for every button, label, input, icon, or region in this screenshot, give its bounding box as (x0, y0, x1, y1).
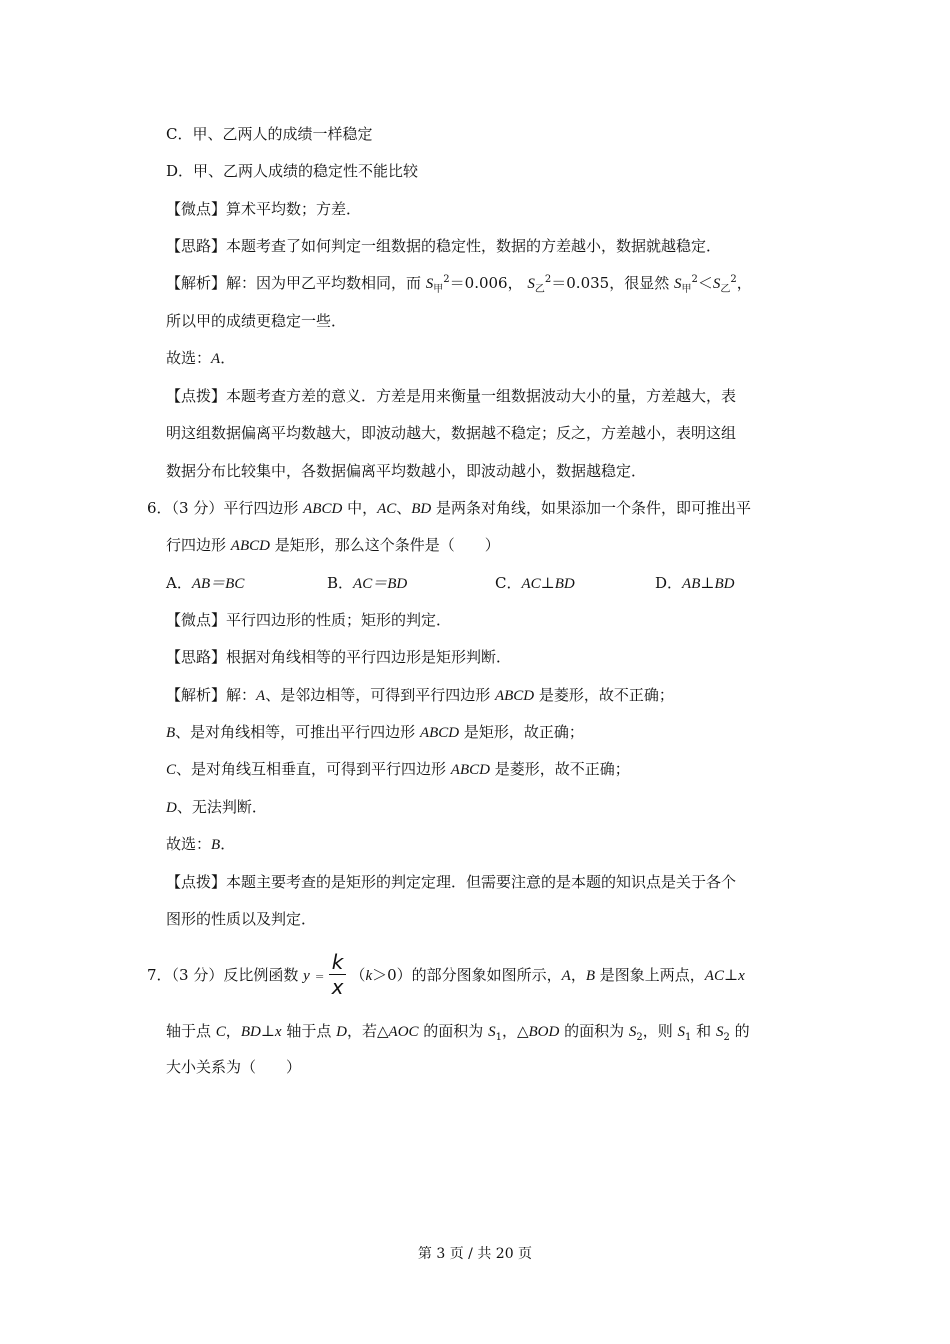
q6-stem-line2: 行四边形 ABCD 是矩形，那么这个条件是（ ） (166, 536, 500, 554)
page-footer: 第 3 页 / 共 20 页 (417, 1246, 533, 1262)
q5-weidian: 【微点】算术平均数；方差． (166, 200, 362, 218)
q6-dianbo-line2: 图形的性质以及判定． (166, 910, 317, 928)
q7-stem-line2: 轴于点 C，BD⊥x 轴于点 D，若△AOC 的面积为 $S_1$，△BOD 的面积为 $S_2$，则 $S_1$ 和 $S_2$ 的 (166, 1022, 750, 1043)
q6-stem-line1: 6．（3 分）平行四边形 ABCD 中，AC、BD 是两条对角线，如果添加一个条件，即可推出平 (147, 499, 752, 517)
q6-jiexi-line4: D、无法判断． (166, 798, 267, 816)
q7-stem-line1: 7．（3 分）反比例函数 y ＝ $\frac{k}{x}$ （k＞0）的部分图象如图所示，A，B 是图象上两点，AC⊥x (147, 949, 745, 999)
q7-stem-line3: 大小关系为（ ） (166, 1058, 302, 1076)
q5-dianbo-line3: 数据分布比较集中，各数据偏离平均数越小，即波动越小，数据越稳定． (166, 462, 647, 480)
q6-answer: 故选：B． (166, 835, 236, 853)
q5-dianbo-line2: 明这组数据偏离平均数越大，即波动越大，数据越不稳定；反之，方差越小，表明这组 (166, 424, 737, 442)
q5-jiexi-line1: 【解析】解：因为甲乙平均数相同，而 $S_甲^2=0.006$， $S_乙^2=0.035$，很显然 $S_甲^2<S_乙^2$， (166, 274, 752, 295)
q6-option-d: D．AB⊥BD (655, 574, 735, 592)
q5-jiexi-line2: 所以甲的成绩更稳定一些． (166, 312, 347, 330)
q7-fraction: $\frac{k}{x}$ (329, 950, 347, 999)
q6-option-a: A．AB＝BC (166, 574, 245, 592)
q6-option-c: C．AC⊥BD (495, 574, 575, 592)
q5-dianbo-line1: 【点拨】本题考查方差的意义．方差是用来衡量一组数据波动大小的量，方差越大，表 (166, 387, 737, 405)
q6-jiexi-line2: B、是对角线相等，可推出平行四边形 ABCD 是矩形，故正确； (166, 723, 584, 741)
q6-option-b: B．AC＝BD (327, 574, 408, 592)
q5-option-c: C．甲、乙两人的成绩一样稳定 (166, 125, 373, 143)
q5-answer: 故选：A． (166, 349, 236, 367)
q6-dianbo-line1: 【点拨】本题主要考查的是矩形的判定定理．但需要注意的是本题的知识点是关于各个 (166, 873, 737, 891)
q5-option-d: D．甲、乙两人成绩的稳定性不能比较 (166, 162, 419, 180)
q6-jiexi-line1: 【解析】解：A、是邻边相等，可得到平行四边形 ABCD 是菱形，故不正确； (166, 686, 674, 704)
q5-silu: 【思路】本题考查了如何判定一组数据的稳定性，数据的方差越小，数据就越稳定． (166, 237, 722, 255)
q6-jiexi-line3: C、是对角线互相垂直，可得到平行四边形 ABCD 是菱形，故不正确； (166, 760, 630, 778)
q6-weidian: 【微点】平行四边形的性质；矩形的判定． (166, 611, 452, 629)
q6-silu: 【思路】根据对角线相等的平行四边形是矩形判断． (166, 648, 512, 666)
